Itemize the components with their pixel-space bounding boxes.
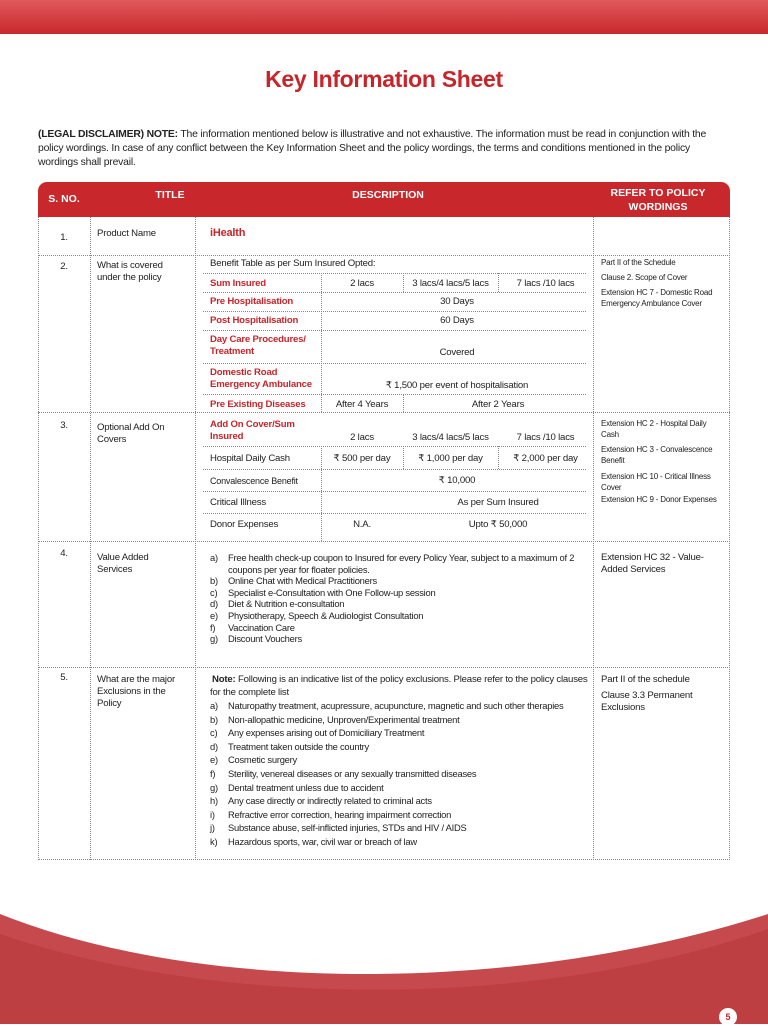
list-marker: a) (210, 552, 218, 563)
r3-hdc3: ₹ 2,000 per day (513, 453, 578, 464)
row5-title: What are the major Exclusions in the Policy (97, 674, 175, 709)
row2-intro: Benefit Table as per Sum Insured Opted: (210, 258, 376, 269)
r2-c2: 3 lacs/4 lacs/5 lacs (412, 278, 489, 289)
list-text: coupons per year for floater policies. (228, 563, 370, 575)
list-item (210, 622, 595, 634)
r5-ref-2: Clause 3.3 Permanent Exclusions (601, 690, 693, 713)
header-sno: S. NO. (48, 193, 80, 205)
list-text: Hazardous sports, war, civil war or breach of law (228, 836, 417, 847)
row3-title: Optional Add On Covers (97, 422, 165, 445)
r5-note-text: Following is an indicative list of the policy exclusions. Please refer to the policy clauses (235, 674, 588, 685)
r3-ref-4: Extension HC 9 - Donor Expenses (601, 495, 717, 504)
r3-sep-c (203, 491, 586, 492)
r2-pre-val: 30 Days (440, 296, 474, 307)
r5-note (212, 674, 592, 686)
list-item (210, 754, 595, 766)
row4-sno: 4. (60, 548, 68, 559)
list-marker: g) (210, 781, 218, 793)
row-sep-2 (38, 412, 730, 413)
list-marker: f) (210, 621, 216, 633)
list-marker: j) (210, 822, 215, 834)
list-item (210, 598, 595, 610)
list-item (210, 727, 595, 739)
r2-sep-a (203, 273, 586, 274)
r2-sep-f (203, 394, 586, 395)
list-item (210, 610, 595, 622)
row-sep-4 (38, 667, 730, 668)
row3-sno: 3. (60, 420, 68, 431)
col-divider-2 (195, 217, 196, 860)
list-text: Sterility, venereal diseases or any sexually transmitted diseases (228, 768, 477, 779)
r3-sep-d (203, 513, 586, 514)
row2-sno: 2. (60, 261, 68, 272)
r2-sep-c (203, 311, 586, 312)
r2-dom-label: Domestic Road Emergency Ambulance (210, 367, 312, 390)
list-text: Substance abuse, self-inflicted injuries, STDs and HIV / AIDS (228, 822, 467, 834)
r3-ref-2: Extension HC 3 - Convalescence Benefit (601, 445, 713, 465)
list-marker: c) (210, 727, 218, 739)
list-item (210, 633, 595, 645)
r5-note2: for the complete list (210, 687, 289, 698)
list-text: Any case directly or indirectly related to criminal acts (228, 795, 432, 807)
r2-sep-e (203, 363, 586, 364)
list-marker: d) (210, 598, 218, 610)
list-text: Specialist e-Consultation with One Follow-up session (228, 586, 436, 598)
r2-c1: 2 lacs (350, 278, 374, 289)
r3-c3: 7 lacs /10 lacs (516, 432, 575, 443)
row1-sno: 1. (60, 232, 68, 243)
list-text: Treatment taken outside the country (228, 740, 369, 752)
list-text: Online Chat with Medical Practitioners (228, 575, 377, 587)
r2-c3: 7 lacs /10 lacs (516, 278, 575, 289)
r2-day-val: Covered (439, 347, 475, 358)
list-item (210, 809, 595, 821)
r3-donor-label: Donor Expenses (210, 519, 279, 530)
r2-dom-val: ₹ 1,500 per event of hospitalisation (385, 380, 529, 391)
header-description: DESCRIPTION (352, 189, 424, 201)
list-item (210, 795, 595, 807)
bottom-wave-decoration (0, 874, 768, 1024)
border-left (38, 217, 39, 860)
list-text: Free health check-up coupon to Insured for every Policy Year, subject to a maximum of 2 (228, 552, 575, 563)
list-item (210, 836, 595, 848)
list-text: Any expenses arising out of Domiciliary Treatment (228, 727, 425, 739)
r3-donor-v2: Upto ₹ 50,000 (468, 519, 528, 530)
r3-c1: 2 lacs (350, 432, 374, 443)
legal-disclaimer (38, 128, 730, 170)
r3-conv-label: Convalescence Benefit (210, 476, 298, 486)
list-item (210, 700, 595, 712)
r3-ref-3: Extension HC 10 - Critical Illness Cover (601, 472, 711, 492)
list-item (210, 782, 595, 794)
list-marker: h) (210, 795, 218, 807)
r2-ref-3: Extension HC 7 - Domestic Road Emergency Ambulance Cover (601, 288, 713, 308)
list-text: Cosmetic surgery (228, 754, 297, 766)
list-text: Vaccination Care (228, 621, 295, 633)
list-text: Non-allopathic medicine, Unproven/Experimental treatment (228, 713, 460, 725)
border-bottom (38, 859, 730, 860)
key-info-table (38, 182, 730, 860)
list-text: Physiotherapy, Speech & Audiologist Consultation (228, 610, 424, 621)
list-text: Dental treatment unless due to accident (228, 781, 384, 793)
r3-ref-1: Extension HC 2 - Hospital Daily Cash (601, 419, 707, 439)
row5-sno: 5. (60, 672, 68, 683)
list-marker: k) (210, 836, 218, 847)
r2-sep-d (203, 330, 586, 331)
r3-sep-a (203, 446, 586, 447)
r3-hdc-label: Hospital Daily Cash (210, 453, 290, 464)
list-text: Diet & Nutrition e-consultation (228, 598, 345, 610)
page-title: Key Information Sheet (265, 66, 503, 92)
list-marker: g) (210, 633, 218, 645)
list-text: Discount Vouchers (228, 633, 302, 645)
row1-value: iHealth (210, 227, 246, 239)
r3-donor-v1: N.A. (353, 519, 371, 530)
r5-ref-1: Part II of the schedule (601, 674, 690, 685)
list-item (210, 768, 595, 780)
list-item (210, 741, 595, 753)
row4-title: Value Added Services (97, 552, 149, 575)
list-marker: f) (210, 768, 216, 779)
r3-hdc2: ₹ 1,000 per day (418, 453, 483, 464)
r2-post-label: Post Hospitalisation (210, 315, 299, 326)
r3-ci-val: As per Sum Insured (457, 497, 539, 508)
page-number: 5 (719, 1008, 737, 1026)
r2-sum-label: Sum Insured (210, 278, 266, 289)
top-banner (0, 0, 768, 34)
list-marker: a) (210, 700, 218, 711)
r3-sep-b (203, 469, 586, 470)
header-title: TITLE (155, 189, 185, 201)
list-marker: i) (210, 808, 215, 820)
r5-note-lead: Note: (212, 674, 236, 685)
r2-ped-label: Pre Existing Diseases (210, 399, 306, 410)
list-text: Naturopathy treatment, acupressure, acupuncture, magnetic and such other therapies (228, 700, 564, 711)
list-item (210, 714, 595, 726)
r3-c2: 3 lacs/4 lacs/5 lacs (412, 432, 489, 443)
r2-ref-2: Clause 2. Scope of Cover (601, 273, 688, 282)
r3-hdc1: ₹ 500 per day (333, 453, 391, 464)
r2-ref-1: Part II of the Schedule (601, 258, 676, 267)
row-sep-3 (38, 541, 730, 542)
row2-title: What is covered under the policy (97, 260, 163, 283)
row-sep-1 (38, 255, 730, 256)
r2-ped-v1: After 4 Years (335, 399, 389, 410)
border-right (729, 217, 730, 860)
r3-ci-label: Critical Illness (210, 497, 266, 508)
list-marker: b) (210, 575, 218, 587)
r2-ped-v2: After 2 Years (471, 399, 525, 410)
list-marker: e) (210, 754, 218, 766)
list-item (210, 822, 595, 834)
r4-ref: Extension HC 32 - Value-Added Services (601, 552, 704, 575)
disclaimer-lead: (LEGAL DISCLAIMER) NOTE: (38, 129, 178, 140)
r2-pre-label: Pre Hospitalisation (210, 296, 294, 307)
list-marker: c) (210, 586, 218, 598)
row1-title: Product Name (97, 228, 156, 239)
r3-addon-label: Add On Cover/Sum Insured (210, 419, 295, 442)
list-marker: b) (210, 713, 218, 725)
disclaimer-text: The information mentioned below is illustrative and not exhaustive. The information must be read in conjunction with the policy wordings. In case of any conflict between the Key Information Sheet and the policy wordings, the terms and conditions mentioned in the policy wordings shall prevail. (38, 129, 707, 168)
list-item (210, 587, 595, 599)
col-divider-1 (90, 217, 91, 860)
list-item (210, 552, 595, 564)
list-text: Refractive error correction, hearing impairment correction (228, 808, 452, 820)
list-item (210, 564, 595, 576)
table-header (38, 182, 730, 217)
list-marker: e) (210, 610, 218, 621)
list-item (210, 575, 595, 587)
header-refer: REFER TO POLICY WORDINGS (610, 187, 706, 213)
r2-day-label: Day Care Procedures/ Treatment (210, 334, 306, 357)
r2-post-val: 60 Days (440, 315, 474, 326)
r3-conv-val: ₹ 10,000 (438, 475, 476, 486)
r2-sep-b (203, 292, 586, 293)
list-marker: d) (210, 740, 218, 752)
